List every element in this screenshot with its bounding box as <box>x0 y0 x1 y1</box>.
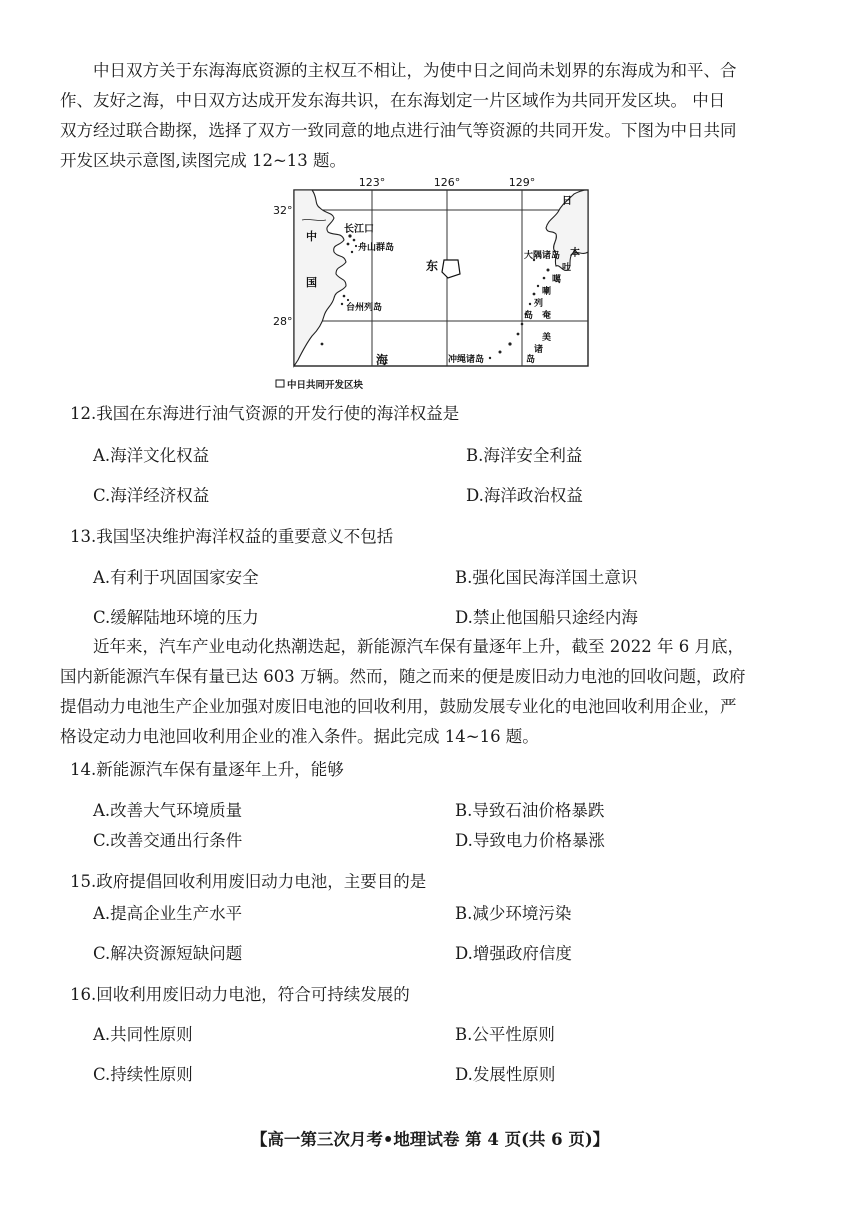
q14-option-d[interactable]: D.导致电力价格暴涨 <box>455 831 605 850</box>
question-12-stem: 12.我国在东海进行油气资源的开发行使的海洋权益是 <box>70 404 460 423</box>
map-svg <box>272 174 592 400</box>
q13-option-d[interactable]: D.禁止他国船只途经内海 <box>455 608 638 627</box>
lon-label-126: 126° <box>433 176 461 189</box>
intro-2-line-4: 格设定动力电池回收利用企业的准入条件。据此完成 14~16 题。 <box>60 727 539 746</box>
label-okinawa: 冲绳诸岛 <box>448 355 485 365</box>
q13-option-a[interactable]: A.有利于巩固国家安全 <box>93 568 259 587</box>
page-footer: 【高一第三次月考•地理试卷 第 4 页(共 6 页)】 <box>250 1130 610 1149</box>
lat-label-28: 28° <box>273 315 293 328</box>
q15-option-a[interactable]: A.提高企业生产水平 <box>93 904 243 923</box>
intro-2-line-1: 近年来，汽车产业电动化热潮迭起，新能源汽车保有量逐年上升，截至 2022 年 6 月底， <box>93 637 744 656</box>
intro-1-line-3: 双方经过联合勘探，选择了双方一致同意的地点进行油气等资源的共同开发。下图为中日共同 <box>60 121 737 140</box>
label-osumi: 大隅诸岛 <box>524 251 561 261</box>
label-tokara-5: 岛 <box>524 311 534 321</box>
lon-label-123: 123° <box>358 176 386 189</box>
label-tokara-1: 吐 <box>562 263 572 273</box>
intro-1-line-4: 开发区块示意图,读图完成 12~13 题。 <box>60 151 347 170</box>
label-east: 东 <box>426 259 439 273</box>
q12-option-c[interactable]: C.海洋经济权益 <box>93 486 210 505</box>
question-14-stem: 14.新能源汽车保有量逐年上升，能够 <box>70 760 344 779</box>
q16-option-b[interactable]: B.公平性原则 <box>455 1025 555 1044</box>
label-zhoushan: 舟山群岛 <box>358 243 395 253</box>
intro-1-line-2: 作、友好之海，中日双方达成开发东海共识，在东海划定一片区域作为共同开发区块。 中日 <box>60 91 726 110</box>
legend-label: 中日共同开发区块 <box>287 380 364 391</box>
q16-option-a[interactable]: A.共同性原则 <box>93 1025 193 1044</box>
intro-1-line-1: 中日双方关于东海海底资源的主权互不相让，为使中日之间尚未划界的东海成为和平、合 <box>93 61 737 80</box>
q12-option-d[interactable]: D.海洋政治权益 <box>466 486 583 505</box>
q16-option-d[interactable]: D.发展性原则 <box>455 1065 556 1084</box>
legend-block-swatch <box>276 380 284 387</box>
q15-option-d[interactable]: D.增强政府信度 <box>455 944 572 963</box>
label-changjiang: 长江口 <box>344 224 374 235</box>
label-sea: 海 <box>376 353 389 367</box>
question-16-stem: 16.回收利用废旧动力电池，符合可持续发展的 <box>70 985 410 1004</box>
q14-option-b[interactable]: B.导致石油价格暴跌 <box>455 801 605 820</box>
q14-option-c[interactable]: C.改善交通出行条件 <box>93 831 243 850</box>
lat-label-32: 32° <box>273 204 293 217</box>
q14-option-a[interactable]: A.改善大气环境质量 <box>93 801 243 820</box>
q12-option-b[interactable]: B.海洋安全利益 <box>466 446 583 465</box>
question-13-stem: 13.我国坚决维护海洋权益的重要意义不包括 <box>70 527 394 546</box>
q13-option-b[interactable]: B.强化国民海洋国土意识 <box>455 568 638 587</box>
q15-option-b[interactable]: B.减少环境污染 <box>455 904 572 923</box>
east-china-sea-map <box>272 174 592 400</box>
label-tokara-3: 喇 <box>542 287 552 297</box>
joint-development-block <box>442 260 460 278</box>
label-taizhou: 台州列岛 <box>346 303 383 313</box>
q15-option-c[interactable]: C.解决资源短缺问题 <box>93 944 243 963</box>
label-japan-2: 本 <box>570 248 580 259</box>
q12-option-a[interactable]: A.海洋文化权益 <box>93 446 210 465</box>
q13-option-c[interactable]: C.缓解陆地环境的压力 <box>93 608 259 627</box>
label-china-1: 中 <box>306 230 317 243</box>
lon-label-129: 129° <box>508 176 536 189</box>
label-japan-1: 日 <box>562 196 572 207</box>
intro-2-line-3: 提倡动力电池生产企业加强对废旧电池的回收利用，鼓励发展专业化的电池回收利用企业，严 <box>60 697 737 716</box>
label-amami-2: 美 <box>542 333 552 343</box>
label-china-2: 国 <box>306 276 317 289</box>
label-amami-3: 诸 <box>534 345 544 355</box>
label-tokara-2: 噶 <box>552 275 562 285</box>
label-amami-1: 奄 <box>542 311 552 321</box>
q16-option-c[interactable]: C.持续性原则 <box>93 1065 193 1084</box>
label-amami-4: 岛 <box>526 355 536 365</box>
label-tokara-4: 列 <box>534 299 544 309</box>
intro-2-line-2: 国内新能源汽车保有量已达 603 万辆。然而，随之而来的便是废旧动力电池的回收问题，政府 <box>60 667 746 686</box>
question-15-stem: 15.政府提倡回收利用废旧动力电池，主要目的是 <box>70 872 427 891</box>
